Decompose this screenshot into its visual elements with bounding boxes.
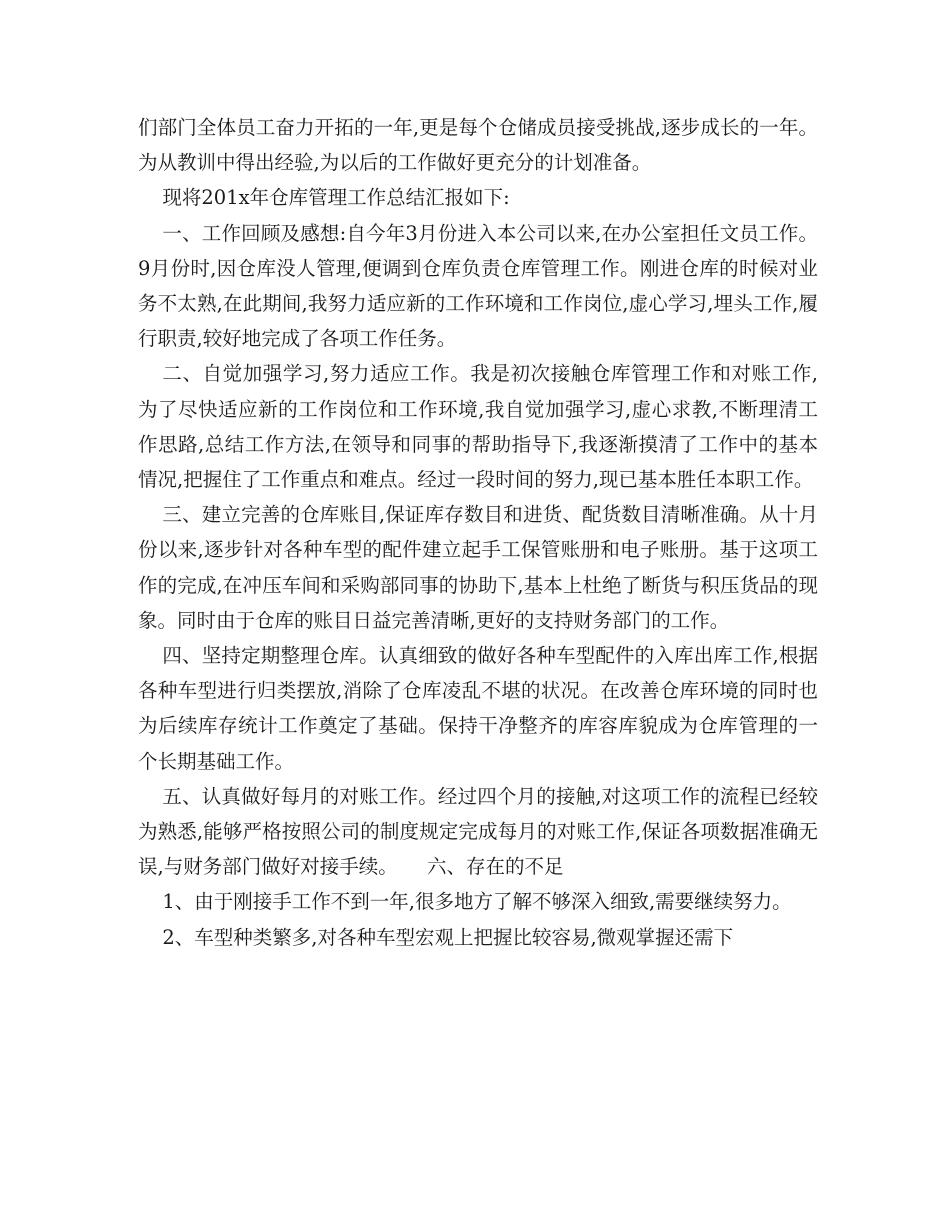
paragraph-section-1: 一、工作回顾及感想:自今年3月份进入本公司以来,在办公室担任文员工作。9月份时,因仓库没人管理,便调到仓库负责仓库管理工作。刚进仓库的时候对业务不太熟,在此期间,我努力适应新的工作环境和工作岗位,虚心学习,埋头工作,履行职责,较好地完成了各项工作任务。 [138, 221, 818, 351]
paragraph-section-3: 三、建立完善的仓库账目,保证库存数目和进货、配货数目清晰准确。从十月份以来,逐步针对各种车型的配件建立起手工保管账册和电子账册。基于这项工作的完成,在冲压车间和采购部同事的协助下,基本上杜绝了断货与积压货品的现象。同时由于仓库的账目日益完善清晰,更好的支持财务部门的工作。 [138, 503, 818, 632]
paragraph-summary-lead: 现将201x年仓库管理工作总结汇报如下: [162, 186, 510, 210]
paragraph-shortcoming-2: 2、车型种类繁多,对各种车型宏观上把握比较容易,微观掌握还需下 [162, 925, 734, 949]
paragraph-section-5: 五、认真做好每月的对账工作。经过四个月的接触,对这项工作的流程已经较为熟悉,能够严格按照公司的制度规定完成每月的对账工作,保证各项数据准确无误,与财务部门做好对接手续。 六、存在的不足 [138, 784, 818, 879]
paragraph-section-4: 四、坚持定期整理仓库。认真细致的做好各种车型配件的入库出库工作,根据各种车型进行归类摆放,消除了仓库凌乱不堪的状况。在改善仓库环境的同时也为后续库存统计工作奠定了基础。保持干净整齐的库容库貌成为仓库管理的一个长期基础工作。 [138, 644, 818, 773]
paragraph-shortcoming-1: 1、由于刚接手工作不到一年,很多地方了解不够深入细致,需要继续努力。 [162, 890, 792, 914]
paragraph-intro-continuation: 们部门全体员工奋力开拓的一年,更是每个仓储成员接受挑战,逐步成长的一年。为从教训中得出经验,为以后的工作做好更充分的计划准备。 [138, 116, 818, 175]
paragraph-section-2: 二、自觉加强学习,努力适应工作。我是初次接触仓库管理工作和对账工作,为了尽快适应新的工作岗位和工作环境,我自觉加强学习,虚心求教,不断理清工作思路,总结工作方法,在领导和同事的帮助指导下,我逐渐摸清了工作中的基本情况,把握住了工作重点和难点。经过一段时间的努力,现已基本胜任本职工作。 [138, 362, 818, 492]
document-body [138, 110, 818, 955]
